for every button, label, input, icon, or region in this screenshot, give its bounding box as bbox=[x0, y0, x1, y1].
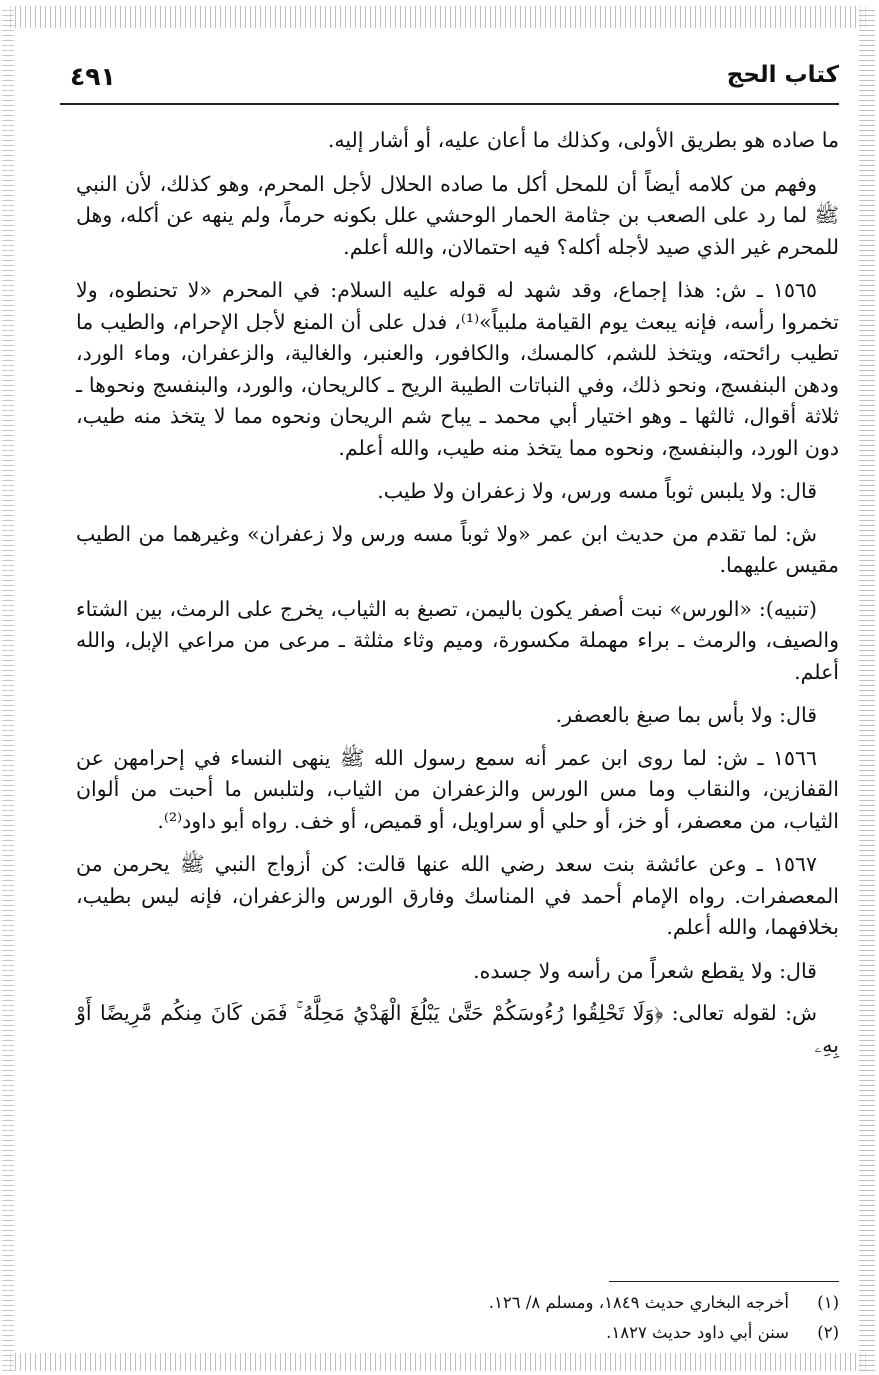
footnote-number: (١) bbox=[817, 1293, 839, 1312]
paragraph: (تنبيه): «الورس» نبت أصفر يكون باليمن، تصبغ به الثياب، يخرج على الرمث، بين الشتاء والصيف، والرمث ـ براء مهملة مكسورة، وميم وثاء مثلثة ـ مرعى من مراعي الإبل، والله أعلم. bbox=[76, 596, 839, 684]
footnote-text: أخرجه البخاري حديث ١٨٤٩، ومسلم ٨/ ١٢٦. bbox=[488, 1293, 789, 1312]
footnote-text: سنن أبي داود حديث ١٨٢٧. bbox=[606, 1323, 789, 1342]
main-text bbox=[76, 125, 839, 1072]
decorative-border-left bbox=[2, 6, 14, 1371]
footnote-rule bbox=[609, 1281, 839, 1282]
header-rule bbox=[60, 103, 839, 105]
paragraph: ١٥٦٦ ـ ش: لما روى ابن عمر أنه سمع رسول الله ﷺ ينهى النساء في إحرامهن عن القفازين، والنقاب وما مس الورس والزعفران من الثياب، ولتلبس ما أحبت من ألوان الثياب، من معصفر، أو خز، أو حلي أو سراويل، أو قميص، أو خف. رواه أبو داود⁽²⁾. bbox=[76, 745, 839, 833]
footnote bbox=[76, 1288, 839, 1318]
decorative-border-right bbox=[859, 6, 875, 1371]
paragraph: ما صاده هو بطريق الأولى، وكذلك ما أعان عليه، أو أشار إليه. bbox=[327, 128, 839, 152]
footnotes bbox=[76, 1288, 839, 1348]
footnote-number: (٢) bbox=[817, 1323, 839, 1342]
running-title: كتاب الحج bbox=[726, 62, 839, 88]
paragraph: ش: لقوله تعالى: ﴿وَلَا تَحْلِقُوا رُءُوسَكُمْ حَتَّىٰ يَبْلُغَ الْهَدْيُ مَحِلَّهُ ۚ فَمَن كَانَ مِنكُم مَّرِيضًا أَوْ بِهِۦ bbox=[76, 1001, 839, 1057]
decorative-border-bottom bbox=[10, 1353, 869, 1371]
paragraph: ١٥٦٥ ـ ش: هذا إجماع، وقد شهد له قوله عليه السلام: في المحرم «لا تحنطوه، ولا تخمروا رأسه، فإنه يبعث يوم القيامة ملبياً»⁽¹⁾، فدل على أن المنع لأجل الإحرام، والطيب ما تطيب رائحته، ويتخذ للشم، كالمسك، والكافور، والعنبر، والغالية، والزعفران، وماء الورد، ودهن البنفسج، ونحو ذلك، وفي النباتات الطيبة الريح ـ كالريحان، والورد، والبنفسج ونحوها ـ ثلاثة أقوال، ثالثها ـ وهو اختيار أبي محمد ـ يباح شم الريحان ونحوه مما لا يتخذ منه طيب، دون الورد، والبنفسج، ونحوه مما يتخذ منه طيب، والله أعلم. bbox=[76, 278, 839, 460]
paragraph: قال: ولا يقطع شعراً من رأسه ولا جسده. bbox=[473, 958, 817, 983]
paragraph: ١٥٦٧ ـ وعن عائشة بنت سعد رضي الله عنها قالت: كن أزواج النبي ﷺ يحرمن من المعصفرات. رواه الإمام أحمد في المناسك وفارق الورس والزعفران، فإنه ليس بطيب، بخلافهما، والله أعلم. bbox=[76, 852, 839, 939]
paragraph: قال: ولا بأس بما صبغ بالعصفر. bbox=[555, 703, 817, 727]
paragraph: ش: لما تقدم من حديث ابن عمر «ولا ثوباً مسه ورس ولا زعفران» وغيرهما من الطيب مقيس عليهما. bbox=[76, 521, 839, 577]
page-number: ٤٩١ bbox=[70, 62, 116, 91]
decorative-border-top bbox=[10, 6, 869, 28]
paragraph: قال: ولا يلبس ثوباً مسه ورس، ولا زعفران ولا طيب. bbox=[377, 479, 817, 503]
paragraph: وفهم من كلامه أيضاً أن للمحل أكل ما صاده الحلال لأجل المحرم، وهو كذلك، لأن النبي ﷺ لما رد على الصعب بن جثامة الحمار الوحشي علل بكونه حرماً، ولم ينهه عن أكله، وهل للمحرم غير الذي صيد لأجله أكله؟ فيه احتمالان، والله أعلم. bbox=[76, 171, 839, 259]
page-header bbox=[70, 62, 839, 102]
footnote bbox=[76, 1318, 839, 1348]
